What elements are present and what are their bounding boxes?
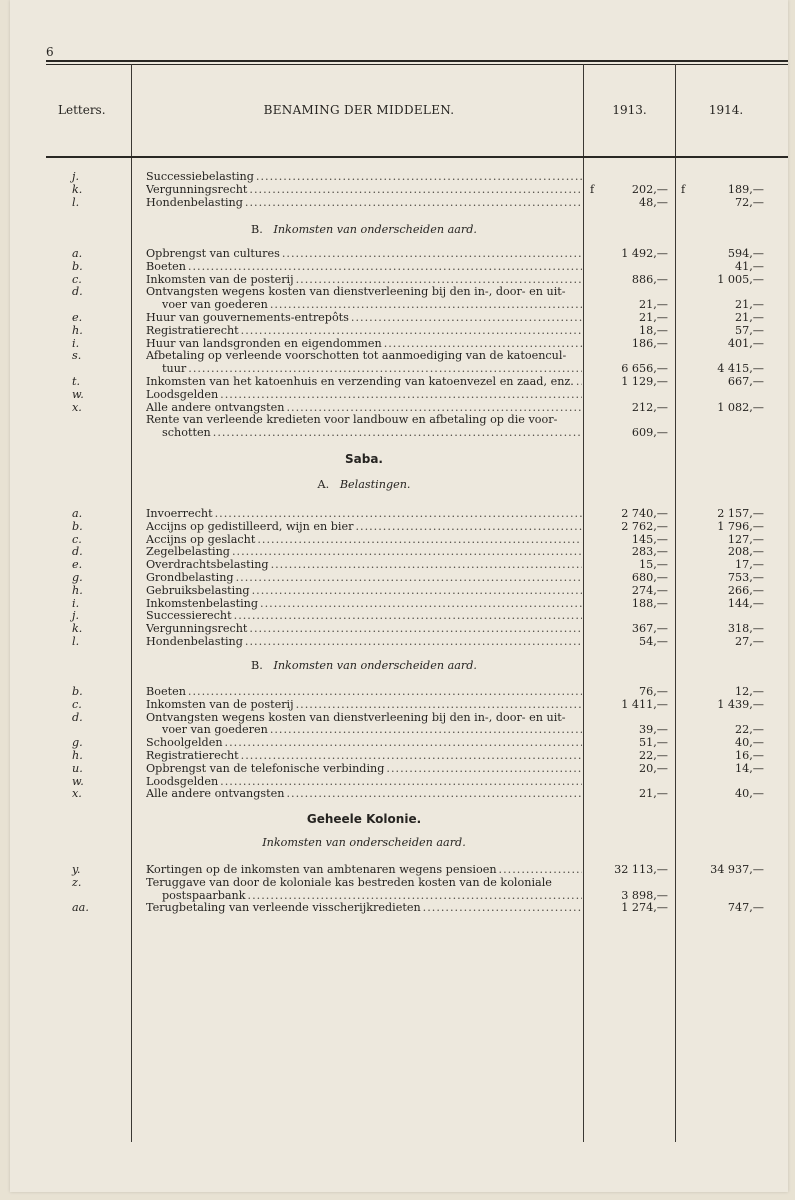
row-description [146,533,582,546]
value-1913: 212,— [631,400,668,414]
row-description-text: Inkomstenbelasting [146,596,259,610]
currency-symbol-1914: f [681,182,686,196]
row-description-text: Ontvangsten wegens kosten van dienstverleening bij den in-, door- en uit- [146,710,566,724]
table-row [0,337,795,350]
table-row [0,507,795,520]
row-letter: i. [72,596,80,610]
row-letter: b. [72,685,83,698]
table-row [0,736,795,749]
value-1913: 3 898,— [621,888,668,902]
leader-dots [225,736,582,749]
row-letter: z. [72,875,82,889]
table-row [0,597,795,610]
value-1913: 283,— [631,545,668,559]
table-row [0,545,795,558]
leader-dots [245,635,582,648]
row-letter: i. [72,336,80,350]
row-description [146,247,582,260]
row-letter: s. [72,349,82,363]
value-1914: 40,— [735,787,764,801]
table-row [0,324,795,337]
row-description [146,520,582,533]
geheele-kolonie-heading: Geheele Kolonie. [306,812,422,826]
row-description-text: Loodsgelden [146,387,219,401]
geheele-kolonie-sub: Inkomsten van onderscheiden aard. [262,836,466,849]
row-letter: x. [72,400,82,414]
row-description-text: Overdrachtsbelasting [146,558,269,572]
leader-dots [296,698,582,711]
row-description-text: Alle andere ontvangsten [146,787,285,801]
row-description-text: Alle andere ontvangsten [146,400,285,414]
value-1914: 189,— [727,182,764,196]
row-description [146,736,582,749]
row-description-text: Vergunningsrecht [146,182,248,196]
value-1913: 1 492,— [621,247,668,260]
table-row [0,889,795,902]
value-1913: 48,— [639,195,668,209]
row-description [146,337,582,350]
row-description [146,749,582,762]
row-description-text: Gebruiksbelasting [146,583,250,597]
row-description [162,362,582,375]
value-1914: 72,— [735,195,764,209]
row-letter: k. [72,622,83,636]
row-description [162,723,582,736]
table-row [0,558,795,571]
value-1913: 21,— [639,311,668,324]
row-description-text: Grondbelasting [146,571,234,584]
row-description-text: Opbrengst van cultures [146,247,280,260]
leader-dots [241,749,582,762]
value-1914: 266,— [727,583,764,597]
value-1914: 318,— [727,622,764,636]
value-1913: 22,— [639,749,668,762]
value-1913: 1 274,— [621,901,668,915]
leader-dots [286,787,582,800]
section-b2-title: Inkomsten van onderscheiden aard. [273,659,477,672]
leader-dots [232,545,582,558]
row-letter: b. [72,519,83,533]
row-description-text: Inkomsten van het katoenhuis en verzending van katoenvezel en zaad, enz. [146,375,574,388]
row-letter: l. [72,635,80,648]
row-letter: x. [72,787,82,801]
row-description [146,901,582,914]
section-b-heading-2 [146,659,582,672]
saba-heading: Saba. [345,452,383,466]
row-description-text: Huur van landsgronden en eigendommen [146,336,382,350]
row-letter: h. [72,323,83,337]
row-letter: j. [72,170,80,183]
value-1914: 40,— [735,736,764,750]
header-benaming: BENAMING DER MIDDELEN. [263,103,455,117]
row-letter: g. [72,571,83,584]
leader-dots [236,571,582,584]
value-1914: 1 796,— [717,519,764,533]
table-row [0,749,795,762]
value-1914: 57,— [735,323,764,337]
row-letter: u. [72,761,83,775]
top-rule [46,60,788,62]
page-number: 6 [46,45,54,59]
value-1914: 667,— [727,375,764,388]
section-b-label: B. [250,223,263,236]
header-1913: 1913. [612,103,647,117]
table-row [0,170,795,183]
table-row [0,901,795,914]
row-letter: j. [72,609,80,623]
section-b-heading-1 [146,223,582,236]
leader-dots [271,558,582,571]
value-1913: 39,— [639,723,668,737]
row-description [146,584,582,597]
value-1913: 186,— [631,336,668,350]
saba-sub-title: Belastingen. [339,478,411,491]
value-1913: 18,— [639,323,668,337]
row-description-text: Inkomsten van de posterij [146,272,294,286]
leader-dots [220,388,582,401]
row-description-text: schotten [162,426,211,440]
row-description-text: Registratierecht [146,749,239,762]
leader-dots [260,597,582,610]
row-description [146,311,582,324]
row-letter: e. [72,558,83,572]
leader-dots [241,324,582,337]
row-letter: c. [72,532,82,546]
row-letter: b. [72,259,83,273]
value-1913: 51,— [639,736,668,750]
header-bottom-rule [46,156,788,158]
value-1913: 76,— [639,685,668,698]
row-description [162,298,582,311]
table-row [0,413,795,426]
row-description-text: Loodsgelden [146,774,219,788]
value-1914: 34 937,— [710,863,764,876]
row-description [146,413,582,426]
table-row [0,273,795,286]
row-description [146,597,582,610]
row-description-text: Boeten [146,685,186,698]
row-description [146,635,582,648]
value-1913: 20,— [639,761,668,775]
row-description-text: Terugbetaling van verleende visscherijkredieten [146,901,421,915]
leader-dots [188,260,582,273]
row-letter: c. [72,697,82,711]
table-row [0,584,795,597]
row-description-text: Huur van gouvernements-entrepôts [146,311,349,324]
leader-dots [220,775,582,788]
table-row [0,876,795,889]
value-1913: 1 129,— [621,375,668,388]
value-1913: 54,— [639,635,668,648]
leader-dots [270,723,582,736]
table-row [0,311,795,324]
value-1914: 144,— [727,596,764,610]
leader-dots [296,273,582,286]
leader-dots [249,183,582,196]
table-row [0,723,795,736]
row-description-text: Successiebelasting [146,170,254,183]
value-1913: 202,— [631,182,668,196]
value-1913: 15,— [639,558,668,572]
row-letter: y. [72,863,81,876]
row-letter: d. [72,710,83,724]
table-row [0,711,795,724]
value-1913: 21,— [639,298,668,312]
row-letter: a. [72,507,83,520]
row-description-text: Inkomsten van de posterij [146,697,294,711]
leader-dots [270,298,582,311]
table-row [0,571,795,584]
row-description [146,196,582,209]
row-description [146,401,582,414]
table-row [0,533,795,546]
value-1913: 609,— [631,426,668,440]
leader-dots [351,311,582,324]
leader-dots [213,426,582,439]
saba-sub-label: A. [317,478,330,491]
table-row [0,787,795,800]
leader-dots [248,889,582,902]
leader-dots [234,609,582,622]
value-1913: 32 113,— [614,863,668,876]
row-letter: w. [72,774,84,788]
row-description-text: Accijns op geslacht [146,532,256,546]
value-1913: 188,— [631,596,668,610]
row-letter: d. [72,545,83,559]
table-row [0,762,795,775]
value-1914: 753,— [727,571,764,584]
table-row [0,196,795,209]
table-row [0,609,795,622]
leader-dots [384,337,582,350]
table-row [0,426,795,439]
row-description [146,558,582,571]
value-1913: 2 762,— [621,519,668,533]
row-description [146,787,582,800]
section-b-title: Inkomsten van onderscheiden aard. [273,223,477,236]
leader-dots [256,170,582,183]
row-letter: k. [72,182,83,196]
row-letter: e. [72,311,83,324]
value-1913: 274,— [631,583,668,597]
table-row [0,285,795,298]
value-1914: 12,— [735,685,764,698]
table-row [0,260,795,273]
row-description-text: Schoolgelden [146,736,223,750]
row-description-text: postspaarbank [162,888,246,902]
row-description-text: Afbetaling op verleende voorschotten tot aanmoediging van de katoencul- [146,349,567,363]
row-letter: g. [72,736,83,750]
leader-dots [282,247,582,260]
row-description-text: Registratierecht [146,323,239,337]
top-rule-thin [46,64,788,65]
value-1913: 367,— [631,622,668,636]
row-description [146,273,582,286]
currency-symbol-1913: f [590,182,595,196]
leader-dots [423,901,582,914]
row-letter: w. [72,387,84,401]
row-description-text: Hondenbelasting [146,635,243,648]
table-row [0,863,795,876]
row-description-text: voer van goederen [162,298,268,312]
value-1914: 747,— [727,901,764,915]
value-1914: 1 005,— [717,272,764,286]
table-row [0,298,795,311]
row-description-text: Rente van verleende kredieten voor landbouw en afbetaling op die voor- [146,413,558,427]
row-description [146,349,582,362]
row-letter: l. [72,195,80,209]
value-1914: 594,— [727,247,764,260]
value-1914: 1 439,— [717,697,764,711]
value-1913: 2 740,— [621,507,668,520]
table-row [0,698,795,711]
leader-dots [188,362,582,375]
table-row [0,183,795,196]
row-letter: h. [72,583,83,597]
row-description [146,775,582,788]
value-1913: 1 411,— [621,697,668,711]
row-description [146,571,582,584]
leader-dots [355,520,582,533]
table-row [0,388,795,401]
row-description [146,545,582,558]
leader-dots [215,507,582,520]
value-1914: 401,— [727,336,764,350]
row-description [146,507,582,520]
row-description [146,324,582,337]
row-description [146,762,582,775]
value-1914: 208,— [727,545,764,559]
row-description-text: voer van goederen [162,723,268,737]
leader-dots [386,762,582,775]
section-b2-label: B. [250,659,263,672]
row-description-text: Vergunningsrecht [146,622,248,636]
row-description-text: Teruggave van door de koloniale kas bestreden kosten van de koloniale [146,875,552,889]
leader-dots [286,401,582,414]
row-description [146,375,582,388]
value-1913: 145,— [631,532,668,546]
header-letters: Letters. [58,103,106,117]
value-1914: 17,— [735,558,764,572]
value-1914: 2 157,— [717,507,764,520]
row-letter: t. [72,375,81,388]
leader-dots [576,375,582,388]
leader-dots [257,533,582,546]
row-description [146,388,582,401]
leader-dots [245,196,582,209]
row-description-text: Zegelbelasting [146,545,230,559]
table-row [0,362,795,375]
table-row [0,247,795,260]
row-description [146,863,582,876]
row-description-text: Kortingen op de inkomsten van ambtenaren wegens pensioen [146,863,497,876]
leader-dots [252,584,582,597]
row-description-text: Ontvangsten wegens kosten van dienstverleening bij den in-, door- en uit- [146,285,566,299]
table-row [0,622,795,635]
row-letter: aa. [72,901,89,915]
value-1913: 6 656,— [621,362,668,376]
table-row [0,375,795,388]
row-description [162,889,582,902]
row-letter: h. [72,749,83,762]
table-row [0,520,795,533]
row-description [146,685,582,698]
row-description [146,609,582,622]
row-description [146,183,582,196]
row-letter: d. [72,285,83,299]
row-description [146,711,582,724]
value-1914: 22,— [735,723,764,737]
row-description-text: Successierecht [146,609,232,623]
row-description-text: Invoerrecht [146,507,213,520]
value-1914: 21,— [735,298,764,312]
row-description [146,260,582,273]
table-row [0,635,795,648]
row-description [162,426,582,439]
header-1914: 1914. [708,103,744,117]
row-description-text: Boeten [146,259,186,273]
saba-sub-heading [146,478,582,491]
leader-dots [188,685,582,698]
row-description [146,622,582,635]
leader-dots [249,622,582,635]
value-1914: 27,— [735,635,764,648]
row-description [146,170,582,183]
value-1914: 41,— [735,259,764,273]
row-description-text: Hondenbelasting [146,195,243,209]
table-row [0,685,795,698]
row-description-text: Accijns op gedistilleerd, wijn en bier [146,519,354,533]
value-1913: 21,— [639,787,668,801]
table-row [0,349,795,362]
value-1914: 21,— [735,311,764,324]
leader-dots [499,863,582,876]
row-description [146,876,582,889]
value-1913: 886,— [631,272,668,286]
value-1914: 4 415,— [717,362,764,376]
value-1914: 1 082,— [717,400,764,414]
row-description [146,285,582,298]
value-1914: 14,— [735,761,764,775]
value-1914: 127,— [727,532,764,546]
row-description-text: Opbrengst van de telefonische verbinding [146,761,385,775]
table-row [0,401,795,414]
table-row [0,775,795,788]
value-1913: 680,— [631,571,668,584]
value-1914: 16,— [735,749,764,762]
row-letter: c. [72,272,82,286]
row-description-text: tuur [162,362,187,376]
row-letter: a. [72,247,83,260]
row-description [146,698,582,711]
